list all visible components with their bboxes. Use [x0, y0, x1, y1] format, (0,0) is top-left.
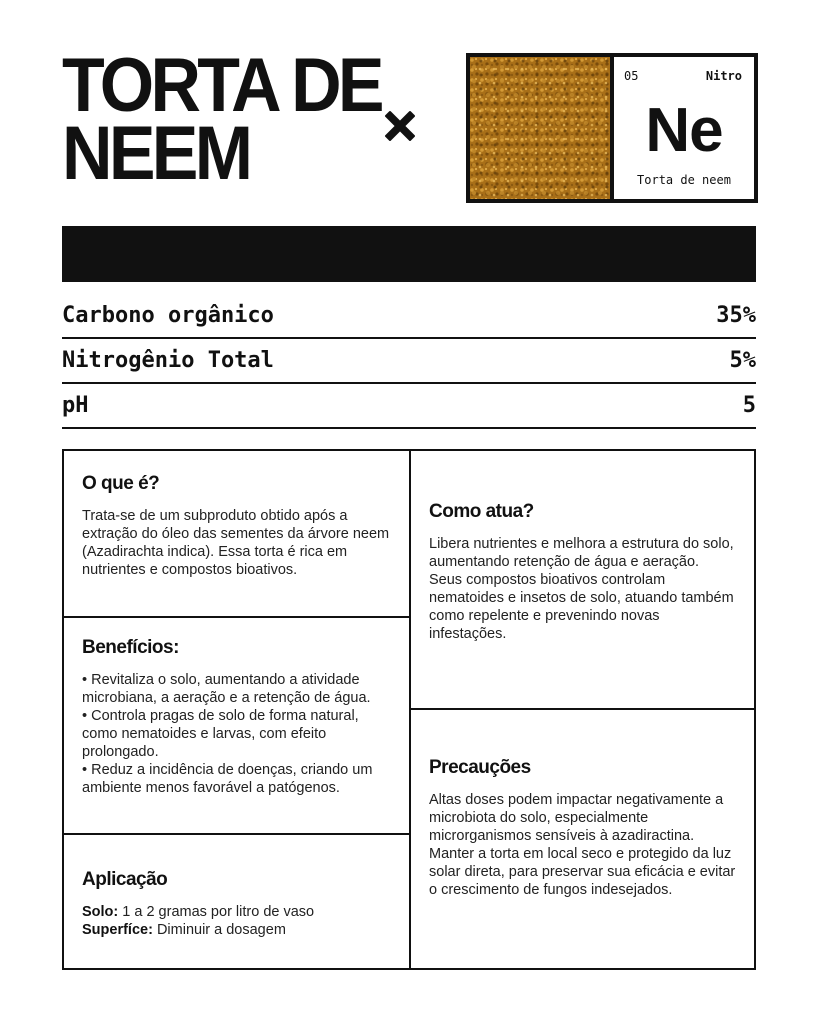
section-aplicacao	[64, 869, 409, 939]
solo-text: 1 a 2 gramas por litro de vaso	[118, 904, 315, 920]
stat-row-nitrogenio	[62, 339, 756, 384]
stats-table	[62, 294, 756, 429]
element-name: Nitro	[705, 69, 742, 83]
cross-icon	[384, 110, 416, 142]
section-text: Libera nutrientes e melhora a estrutura do solo, aumentando retenção de água e aeração.	[429, 536, 734, 570]
stat-value: 5	[742, 393, 756, 418]
section-title: Benefícios:	[82, 637, 179, 658]
stat-value: 35%	[716, 303, 756, 328]
solo-label: Solo:	[82, 904, 119, 920]
section-title: O que é?	[82, 473, 160, 494]
page-title	[62, 43, 381, 196]
superficie-label: Superfíce:	[82, 922, 153, 938]
section-beneficios	[64, 637, 409, 797]
stat-row-ph	[62, 384, 756, 429]
benefit-item: • Revitaliza o solo, aumentando a atividade microbiana, a aeração e a retenção de água.	[82, 672, 371, 706]
aplicacao-solo	[82, 903, 391, 921]
title-line-2: NEEM	[62, 111, 250, 196]
benefit-item: • Reduz a incidência de doenças, criando um ambiente menos favorável a patógenos.	[82, 762, 373, 796]
neem-cake-photo	[470, 57, 614, 199]
section-text: Trata-se de um subproduto obtido após a extração do óleo das sementes da árvore neem (Azadirachta indica). Essa torta é rica em nutrientes e compostos bioativos.	[82, 508, 390, 578]
section-como-atua	[411, 501, 756, 643]
grid-divider	[64, 616, 409, 618]
element-number: 05	[624, 69, 639, 83]
element-caption: Torta de neem	[637, 173, 731, 187]
element-card	[614, 57, 754, 199]
section-text: Seus compostos bioativos controlam nematoides e insetos de solo, atuando também como repelente e prevenindo novas infestações.	[429, 572, 734, 642]
section-title: Como atua?	[429, 501, 534, 522]
stat-label: Carbono orgânico	[62, 303, 274, 328]
stat-value: 5%	[729, 348, 756, 373]
element-tile	[466, 53, 758, 203]
section-o-que-e	[64, 473, 409, 579]
section-text: Manter a torta em local seco e protegido da luz solar direta, para preservar sua eficácia e evitar o crescimento de fungos indesejados.	[429, 846, 736, 898]
black-bar	[62, 226, 756, 282]
title-line-1: TORTA DE	[62, 43, 381, 128]
section-precaucoes	[411, 757, 756, 899]
section-text: Altas doses podem impactar negativamente a microbiota do solo, especialmente microrganismos sensíveis à azadiractina.	[429, 792, 724, 844]
element-symbol: Ne	[645, 96, 723, 165]
section-title: Aplicação	[82, 869, 168, 890]
superficie-text: Diminuir a dosagem	[152, 922, 286, 938]
stat-row-carbono	[62, 294, 756, 339]
section-title: Precauções	[429, 757, 531, 778]
grid-divider	[411, 708, 756, 710]
grid-divider	[64, 833, 409, 835]
aplicacao-superficie	[82, 921, 391, 939]
stat-label: pH	[62, 393, 89, 418]
info-grid	[62, 449, 756, 970]
stat-label: Nitrogênio Total	[62, 348, 274, 373]
benefit-item: • Controla pragas de solo de forma natural, como nematoides e larvas, com efeito prolongado.	[82, 708, 359, 760]
